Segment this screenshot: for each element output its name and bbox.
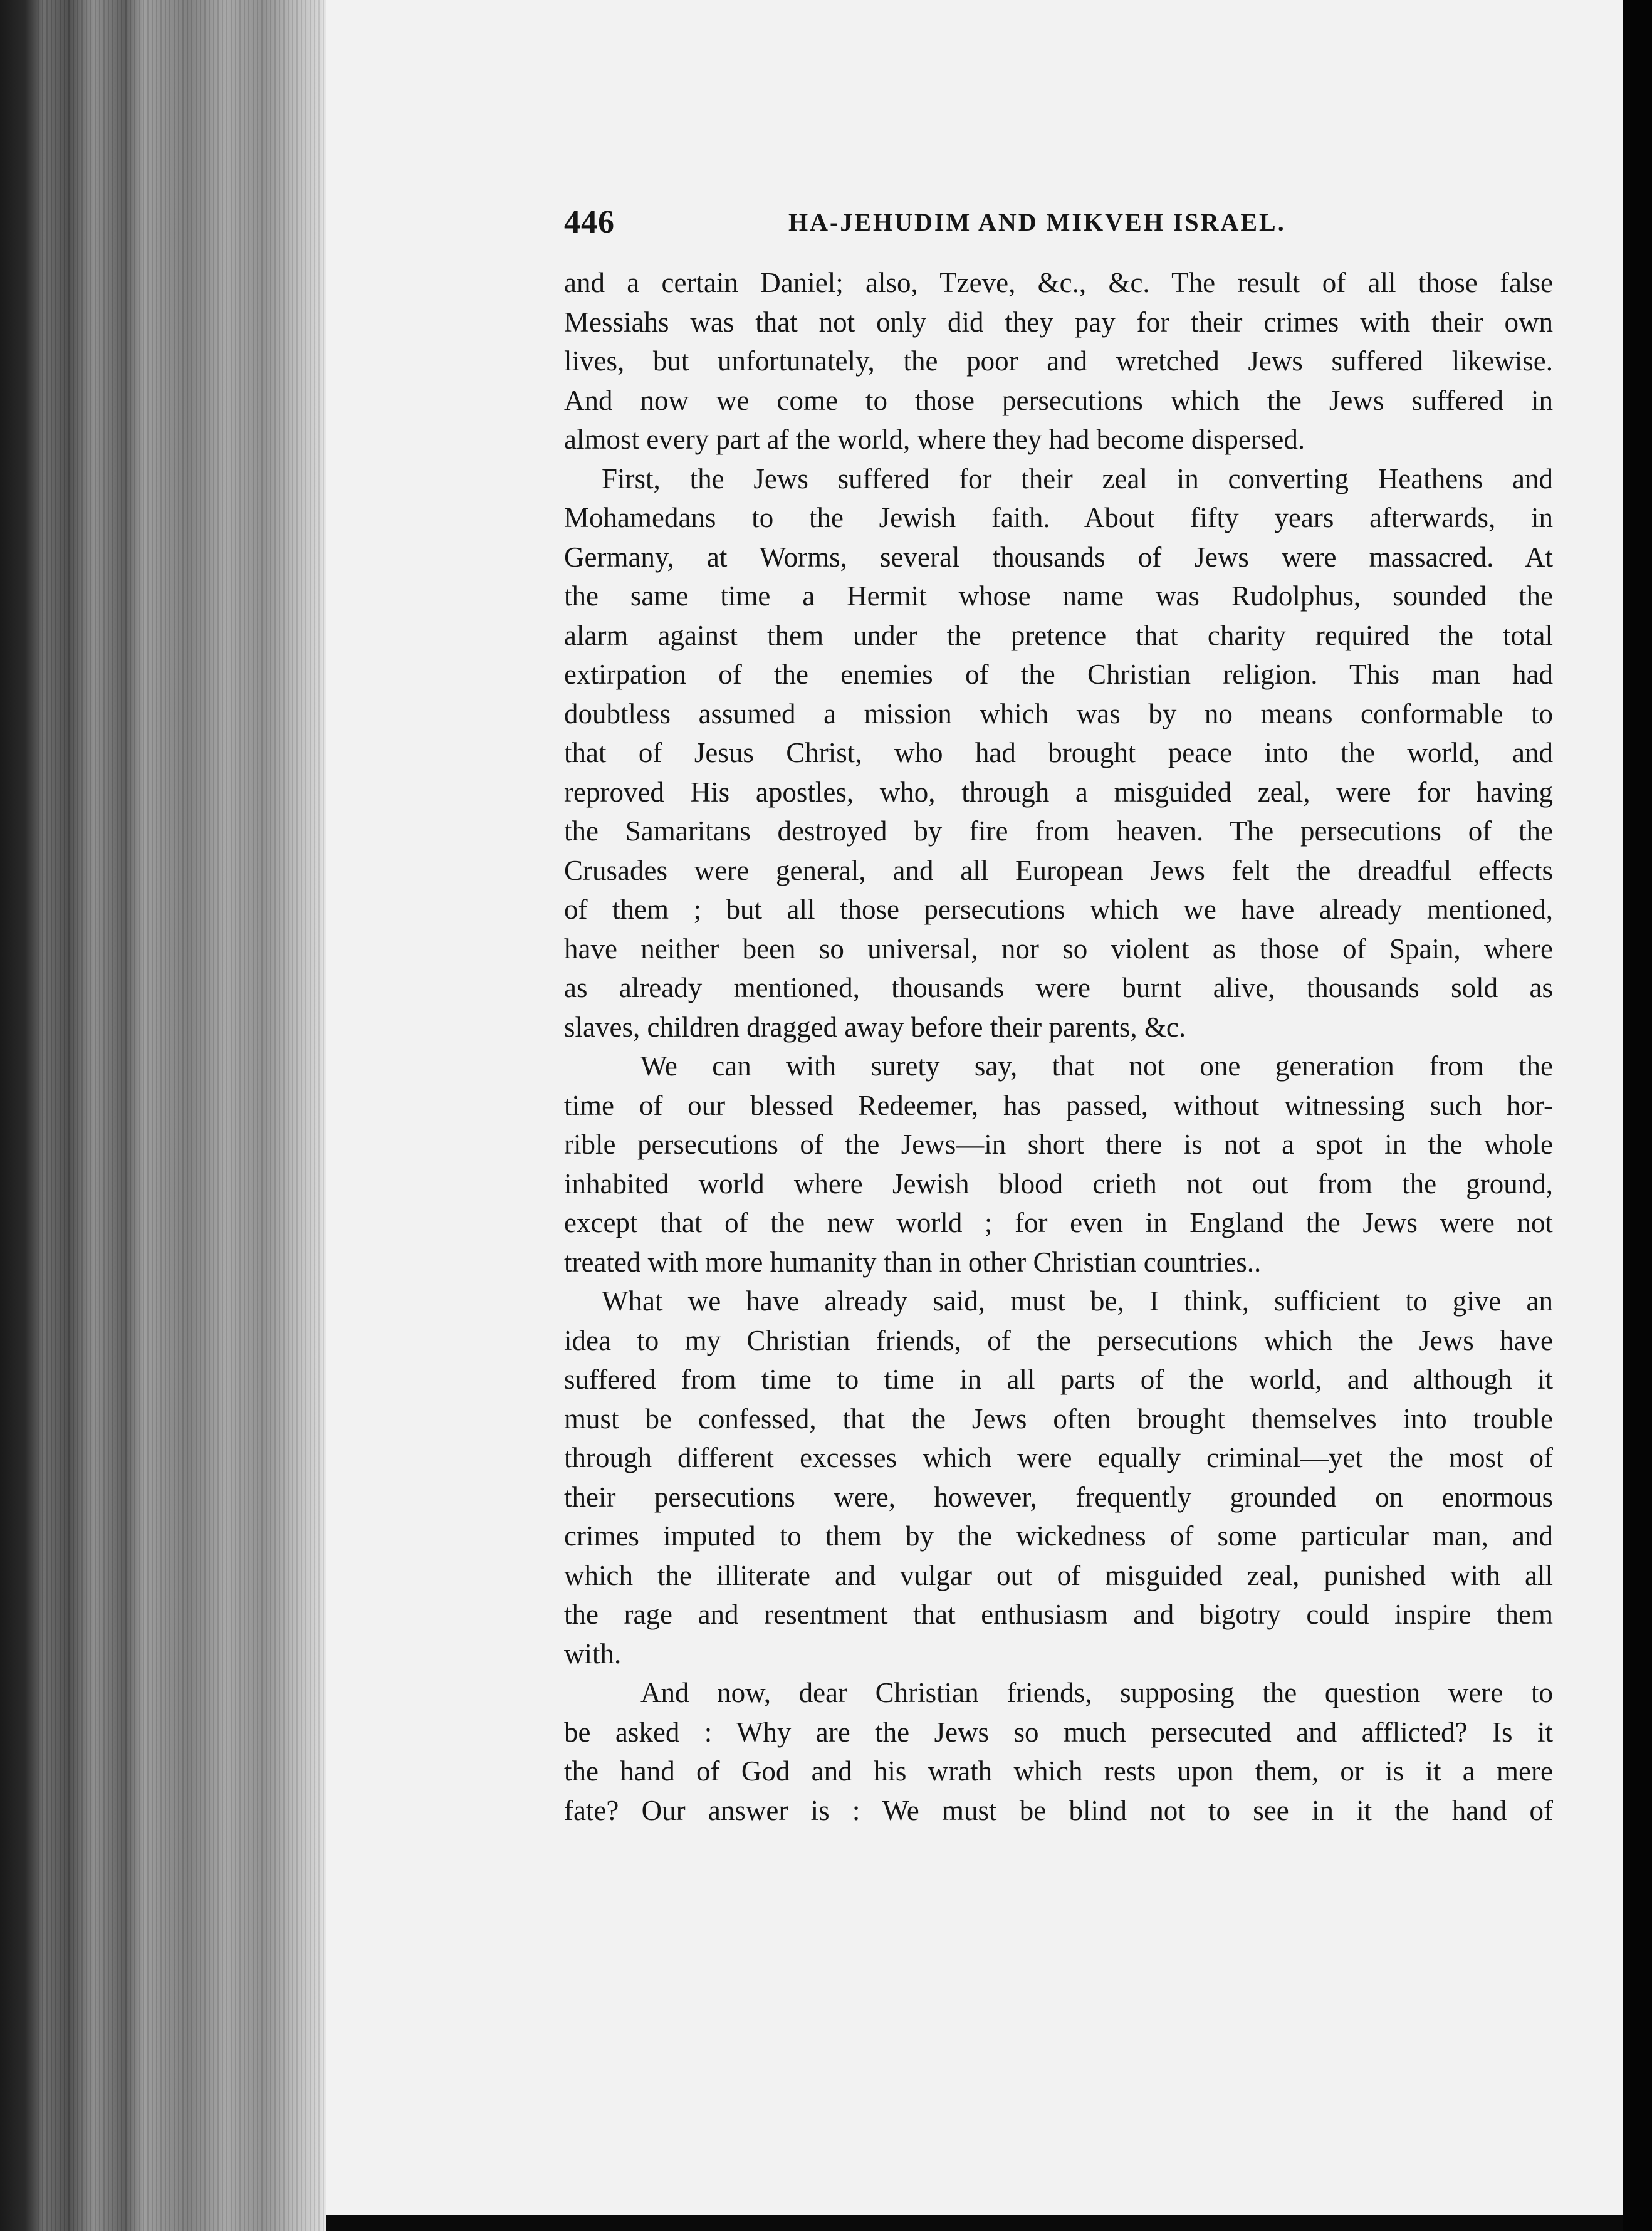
text-line: Mohamedans to the Jewish faith. About fifty years afterwards, in bbox=[564, 502, 1553, 533]
text-line: What we have already said, must be, I think, sufficient to give an bbox=[602, 1285, 1553, 1317]
page-number: 446 bbox=[564, 204, 615, 240]
text-line: Germany, at Worms, several thousands of Jews were massacred. At bbox=[564, 541, 1553, 573]
text-line: reproved His apostles, who, through a misguided zeal, were for having bbox=[564, 776, 1553, 808]
text-line: treated with more humanity than in other Christian countries.. bbox=[564, 1246, 1262, 1278]
text-line: the same time a Hermit whose name was Rudolphus, sounded the bbox=[564, 580, 1553, 612]
text-line: time of our blessed Redeemer, has passed, without witnessing such hor- bbox=[564, 1089, 1553, 1121]
text-line: with. bbox=[564, 1638, 622, 1669]
text-line: and a certain Daniel; also, Tzeve, &c., &c. The result of all those false bbox=[564, 267, 1553, 298]
text-line: the hand of God and his wrath which rests upon them, or is it a mere bbox=[564, 1755, 1553, 1787]
text-line: extirpation of the enemies of the Christian religion. This man had bbox=[564, 659, 1553, 690]
text-line: And now, dear Christian friends, supposing the question were to bbox=[640, 1677, 1553, 1708]
running-head: HA-JEHUDIM AND MIKVEH ISRAEL. bbox=[788, 208, 1286, 236]
text-line: fate? Our answer is : We must be blind not to see in it the hand of bbox=[564, 1794, 1553, 1826]
text-line: inhabited world where Jewish blood crieth not out from the ground, bbox=[564, 1168, 1553, 1199]
text-line: Crusades were general, and all European Jews felt the dreadful effects bbox=[564, 854, 1553, 886]
text-line: alarm against them under the pretence that charity required the total bbox=[564, 619, 1553, 651]
scan-border bbox=[1623, 0, 1652, 2231]
text-line: which the illiterate and vulgar out of misguided zeal, punished with all bbox=[564, 1559, 1553, 1591]
text-line: And now we come to those persecutions which the Jews suffered in bbox=[564, 384, 1553, 416]
text-line: must be confessed, that the Jews often brought themselves into trouble bbox=[564, 1403, 1553, 1434]
text-line: that of Jesus Christ, who had brought peace into the world, and bbox=[564, 737, 1553, 768]
text-line: crimes imputed to them by the wickedness of some particular man, and bbox=[564, 1520, 1553, 1552]
text-line: as already mentioned, thousands were burnt alive, thousands sold as bbox=[564, 972, 1553, 1003]
text-line: doubtless assumed a mission which was by no means conformable to bbox=[564, 698, 1553, 729]
page-header bbox=[564, 204, 1561, 248]
text-line: First, the Jews suffered for their zeal in converting Heathens and bbox=[602, 462, 1553, 494]
text-line: the rage and resentment that enthusiasm and bigotry could inspire them bbox=[564, 1599, 1553, 1630]
text-line: idea to my Christian friends, of the persecutions which the Jews have bbox=[564, 1324, 1553, 1356]
text-line: be asked : Why are the Jews so much persecuted and afflicted? Is it bbox=[564, 1716, 1553, 1748]
text-line: suffered from time to time in all parts of the world, and although it bbox=[564, 1364, 1553, 1395]
text-line: except that of the new world ; for even in England the Jews were not bbox=[564, 1207, 1553, 1238]
text-line: We can with surety say, that not one generation from the bbox=[640, 1050, 1553, 1082]
body-text bbox=[564, 263, 1553, 1830]
text-line: through different excesses which were equally criminal—yet the most of bbox=[564, 1442, 1553, 1473]
text-line: rible persecutions of the Jews—in short there is not a spot in the whole bbox=[564, 1129, 1553, 1160]
text-line: Messiahs was that not only did they pay for their crimes with their own bbox=[564, 306, 1553, 338]
text-line: slaves, children dragged away before their parents, &c. bbox=[564, 1011, 1186, 1043]
text-line: the Samaritans destroyed by fire from heaven. The persecutions of the bbox=[564, 815, 1553, 847]
text-line: their persecutions were, however, frequently grounded on enormous bbox=[564, 1481, 1553, 1513]
text-line: almost every part af the world, where they had become dispersed. bbox=[564, 424, 1305, 455]
text-line: lives, but unfortunately, the poor and wretched Jews suffered likewise. bbox=[564, 345, 1553, 377]
text-line: of them ; but all those persecutions which we have already mentioned, bbox=[564, 894, 1553, 925]
text-line: have neither been so universal, nor so violent as those of Spain, where bbox=[564, 933, 1553, 964]
page-stack-texture bbox=[38, 0, 326, 2231]
